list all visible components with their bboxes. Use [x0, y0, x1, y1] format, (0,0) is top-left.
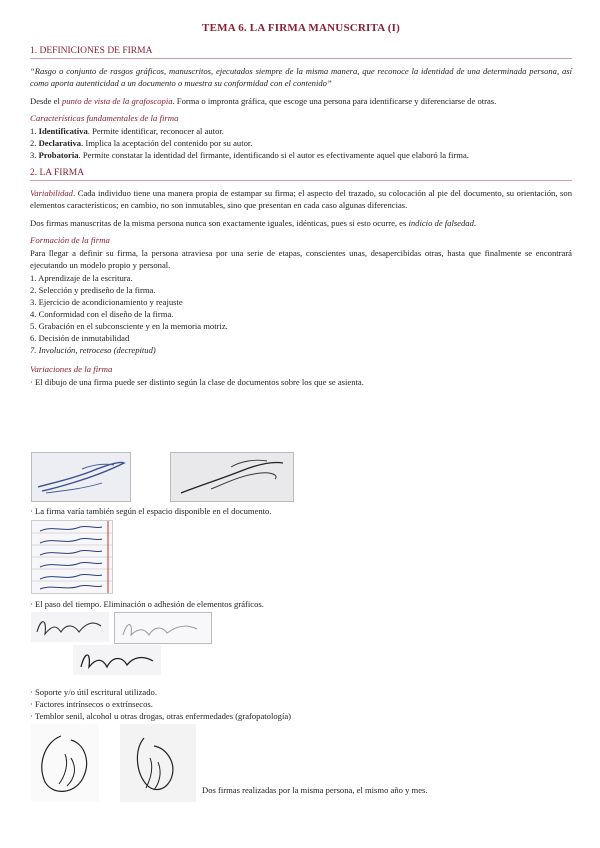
signature-image-time-c — [73, 645, 161, 675]
variation-item: · El dibujo de una firma puede ser distinto según la clase de documentos sobre los que se asienta. — [30, 377, 364, 387]
variation-item: · La firma varía también según el espacio disponible en el documento. — [30, 506, 272, 516]
formation-stage: 6. Decisión de inmutabilidad — [30, 333, 130, 343]
grafoscopia-paragraph — [30, 95, 572, 107]
formation-stage: 3. Ejercicio de acondicionamiento y reajuste — [30, 297, 183, 307]
variation-item: · El paso del tiempo. Eliminación o adhesión de elementos gráficos. — [30, 599, 264, 609]
grafoscopia-pre: Desde el — [30, 96, 62, 106]
variation-item: · Factores intrínsecos o extrínsecos. — [30, 699, 153, 709]
section-1-heading: 1. DEFINICIONES DE FIRMA — [30, 46, 572, 59]
variations-heading: Variaciones de la firma — [30, 364, 113, 374]
characteristics-heading: Características fundamentales de la firma — [30, 113, 179, 123]
firma-definition-quote: “Rasgo o conjunto de rasgos gráficos, manuscritos, ejecutados siempre de la misma manera, que reconoce la identidad de una determinada persona, así como aporta autenticidad a un documento o muestra su conformidad con el contenido” — [30, 66, 572, 88]
falsedad-paragraph: Dos firmas manuscritas de la misma persona nunca son exactamente iguales, idénticas, pues si esto ocurre, es indicio de falsedad. — [30, 218, 477, 228]
document-page — [30, 22, 572, 388]
page-title: TEMA 6. LA FIRMA MANUSCRITA (I) — [202, 22, 400, 34]
characteristic-item: 1. Identificativa. Permite identificar, reconocer al autor. — [30, 126, 224, 136]
signature-image-document-b — [170, 452, 294, 502]
grafoscopia-term: punto de vista de la grafoscopia — [61, 96, 173, 106]
formation-heading: Formación de la firma — [30, 235, 110, 245]
formation-stage: 2. Selección y prediseño de la firma. — [30, 285, 156, 295]
variation-item: · Temblor senil, alcohol u otras drogas, otras enfermedades (grafopatología) — [30, 711, 292, 721]
signature-image-time-b — [114, 612, 212, 644]
variation-item: · Soporte y/o útil escritural utilizado. — [30, 687, 157, 697]
formation-stage: 7. Involución, retroceso (decrepitud) — [30, 345, 156, 355]
signature-image-same-person-b — [120, 724, 196, 802]
signature-caption: Dos firmas realizadas por la misma persona, el mismo año y mes. — [202, 785, 428, 795]
characteristic-item: 2. Declarativa. Implica la aceptación del contenido por su autor. — [30, 138, 253, 148]
grafoscopia-post: . Forma o impronta gráfica, que escoge una persona para identificarse y diferenciarse de otras. — [172, 96, 497, 106]
formation-intro: Para llegar a definir su firma, la persona atraviesa por una serie de etapas, conscientes unas, desapercibidas otras, hasta que finalmente se encontrará ejecutando un modelo propio y personal. — [30, 248, 572, 270]
variabilidad-paragraph: Variabilidad. Cada individuo tiene una manera propia de estampar su firma; el aspecto del trazado, su colocación al pie del documento, su orientación, son elementos característicos; en cambio, no son inmutables, sino que presentan en cada caso algunas diferencias. — [30, 188, 572, 210]
characteristic-item: 3. Probatoria. Permite constatar la identidad del firmante, identificando si el autor es efectivamente aquel que elaboró la firma. — [30, 150, 469, 160]
formation-stage: 5. Grabación en el subconsciente y en la memoria motriz. — [30, 321, 228, 331]
signature-image-ledger — [31, 520, 113, 594]
signature-image-same-person-a — [31, 724, 99, 802]
signature-image-time-a — [31, 612, 109, 642]
signature-image-document-a — [31, 452, 131, 502]
formation-stage: 1. Aprendizaje de la escritura. — [30, 273, 133, 283]
formation-stage: 4. Conformidad con el diseño de la firma. — [30, 309, 174, 319]
section-2-heading: 2. LA FIRMA — [30, 168, 572, 181]
